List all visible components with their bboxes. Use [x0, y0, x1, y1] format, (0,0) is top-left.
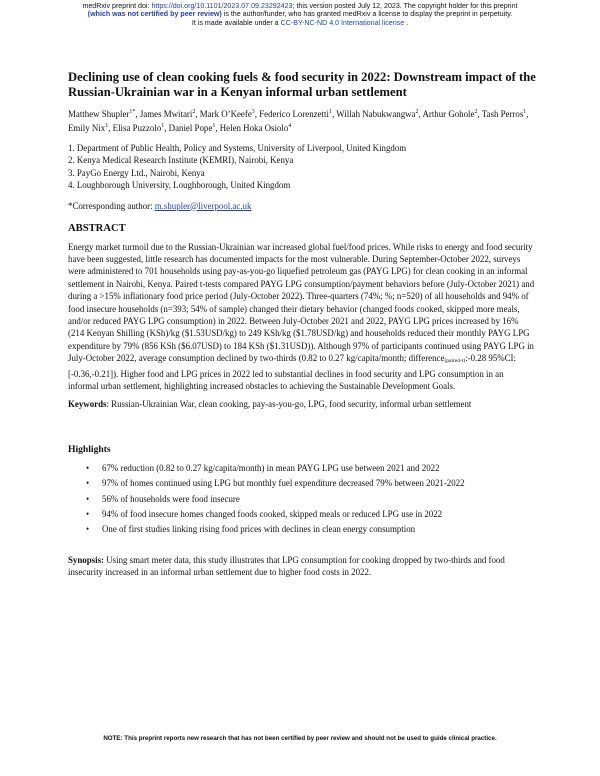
bullet-icon: • — [86, 462, 90, 473]
author-separator: , — [418, 108, 423, 119]
author-affiliation-marker: 1* — [129, 109, 136, 115]
author-separator: , — [526, 108, 529, 119]
highlight-item — [68, 477, 536, 489]
author-affiliation-marker: 1 — [161, 122, 165, 129]
footer-note: NOTE: This preprint reports new research that has not been certified by peer review and should not be used to guide clinical practice. — [103, 735, 497, 742]
author-affiliation-marker: 2 — [192, 109, 196, 115]
header-line-3 — [0, 19, 600, 27]
synopsis — [68, 554, 536, 579]
affiliation-list — [68, 142, 536, 192]
preprint-header — [0, 2, 600, 27]
keywords-label: Keywords — [68, 399, 107, 410]
author-name: Willah Nabukwangwa — [336, 108, 416, 119]
header-line-2 — [0, 10, 600, 18]
bullet-icon: • — [86, 524, 90, 535]
author-name: Daniel Pope — [168, 122, 213, 133]
author-name: Helen Hoka Osiolo — [219, 122, 289, 133]
abstract-text — [68, 241, 536, 393]
abstract-subscript: (paired-t) — [444, 358, 466, 365]
author-name: Mark O’Keefe — [199, 108, 252, 119]
author-affiliation-marker: 1 — [105, 122, 109, 129]
synopsis-label: Synopsis: — [68, 554, 105, 565]
license-prefix: It is made available under a — [191, 18, 281, 27]
highlight-item — [68, 523, 536, 535]
author-separator: , — [164, 122, 169, 133]
highlight-text: 56% of households were food insecure — [102, 493, 240, 504]
header-line-1 — [0, 2, 600, 10]
highlight-text: One of first studies linking rising food prices with declines in clean energy consumption — [102, 524, 416, 535]
abstract-rest: :-0.28 95%CI:[-0.36,-0.21]). Higher food and LPG prices in 2022 led to substantial declines in food security and LPG consumption in an informal urban settlement, highlighting increased obstacles to achieving the Sustainable Development Goals. — [68, 353, 516, 392]
synopsis-text: Using smart meter data, this study illustrates that LPG consumption for cooking dropped by two-thirds and food insecurity increased in an informal urban settlement due to higher food costs in 2022. — [68, 554, 505, 578]
author-name: Emily Nix — [68, 122, 106, 133]
author-name: Tash Perros — [481, 108, 524, 119]
author-separator: , — [108, 122, 113, 133]
author-affiliation-marker: 2 — [415, 109, 419, 115]
author-separator: , — [477, 108, 482, 119]
corresponding-email-link[interactable]: m.shupler@liverpool.ac.uk — [154, 200, 252, 211]
doi-link[interactable]: https://doi.org/10.1101/2023.07.09.23292423 — [151, 2, 293, 10]
affiliation-item: 2. Kenya Medical Research Institute (KEMRI), Nairobi, Kenya — [68, 155, 294, 166]
peer-review-notice: (which was not certified by peer review) — [87, 10, 222, 19]
abstract-heading: ABSTRACT — [68, 222, 126, 234]
bullet-icon: • — [86, 493, 90, 504]
highlights-heading: Highlights — [68, 443, 111, 455]
affiliation-item: 1. Department of Public Health, Policy and Systems, University of Liverpool, United Kingdom — [68, 142, 407, 153]
highlight-item — [68, 493, 536, 505]
keywords-text: : Russian-Ukrainian War, clean cooking, pay-as-you-go, LPG, food security, informal urban settlement — [106, 399, 472, 410]
highlights-list — [68, 462, 536, 536]
author-affiliation-marker: 1 — [523, 109, 527, 115]
highlight-text: 67% reduction (0.82 to 0.27 kg/capita/month) in mean PAYG LPG use between 2021 and 2022 — [102, 462, 440, 473]
highlight-text: 94% of food insecure homes changed foods cooked, skipped meals or reduced LPG use in 2022 — [102, 509, 443, 520]
author-affiliation-marker: 1 — [328, 109, 332, 115]
corresponding-label: *Corresponding author: — [68, 200, 155, 211]
affiliation-item: 4. Loughborough University, Loughborough, United Kingdom — [68, 180, 291, 191]
header-suffix: ; this version posted July 12, 2023. The copyright holder for this preprint — [292, 2, 518, 10]
license-notice: is the author/funder, who has granted medRxiv a license to display the preprint in perpetuity. — [221, 10, 513, 19]
author-name: Arthur Gohole — [422, 108, 475, 119]
paper-content — [68, 70, 536, 579]
author-affiliation-marker: 4 — [288, 122, 292, 129]
author-name: James Mwitari — [139, 108, 193, 119]
author-separator: , — [331, 108, 337, 119]
author-separator: , — [195, 108, 200, 119]
header-prefix: medRxiv preprint doi: — [82, 2, 152, 10]
bullet-icon: • — [86, 509, 90, 520]
highlight-text: 97% of homes continued using LPG but monthly fuel expenditure decreased 79% between 2021-2022 — [102, 478, 465, 489]
author-name: Federico Lorenzetti — [259, 108, 329, 119]
highlight-item — [68, 508, 536, 520]
author-list — [68, 106, 536, 134]
author-separator: , — [254, 108, 260, 119]
license-suffix: . — [404, 18, 409, 27]
keywords — [68, 398, 536, 410]
author-name: Elisa Puzzolo — [112, 122, 162, 133]
corresponding-author — [68, 200, 536, 212]
author-separator: , — [215, 122, 220, 133]
author-affiliation-marker: 1 — [212, 122, 216, 129]
abstract-main: Energy market turmoil due to the Russian-Ukrainian war increased global fuel/food prices. While risks to energy and food security have been suggested, little research has documented impacts for the most vulnerable. During September-October 2022, surveys were administered to 701 households using pay-as-you-go liquefied petroleum gas (PAYG LPG) for clean cooking in an informal settlement in Nairobi, Kenya. Paired t-tests compared PAYG LPG consumption/payment behaviors before (July-October 2021) and during a >15% inflationary food price period (July-October 2022). Three-quarters (74%; %; n=520) of all households and 94% of food insecure households (n=393; 54% of sample) changed their dietary behavior (changed foods cooked, skipped more meals, and/or reduced PAYG LPG consumption) in 2022. Between July-October 2021 and 2022, PAYG LPG prices increased by 16% (214 Kenyan Shilling (KSh)/kg ($1.53USD/kg) to 249 KSh/kg ($1.78USD/kg) and households reduced their monthly PAYG LPG expenditure by 79% (856 KSh ($6.07USD) to 184 KSh ($1.31USD)). Although 97% of participants continued using PAYG LPG in July-October 2022, average consumption declined by two-thirds (0.82 to 0.27 kg/capita/month; difference — [68, 241, 535, 364]
highlight-item — [68, 462, 536, 474]
author-affiliation-marker: 2 — [474, 109, 478, 115]
author-separator: , — [135, 108, 140, 119]
license-link[interactable]: CC-BY-NC-ND 4.0 International license — [280, 18, 405, 27]
author-affiliation-marker: 3 — [251, 109, 255, 115]
author-name: Matthew Shupler — [68, 108, 130, 119]
bullet-icon: • — [86, 478, 90, 489]
affiliation-item: 3. PayGo Energy Ltd., Nairobi, Kenya — [68, 167, 205, 178]
paper-title: Declining use of clean cooking fuels & food security in 2022: Downstream impact of the Russian-Ukrainian war in a Kenyan informal urban settlement — [68, 70, 536, 99]
